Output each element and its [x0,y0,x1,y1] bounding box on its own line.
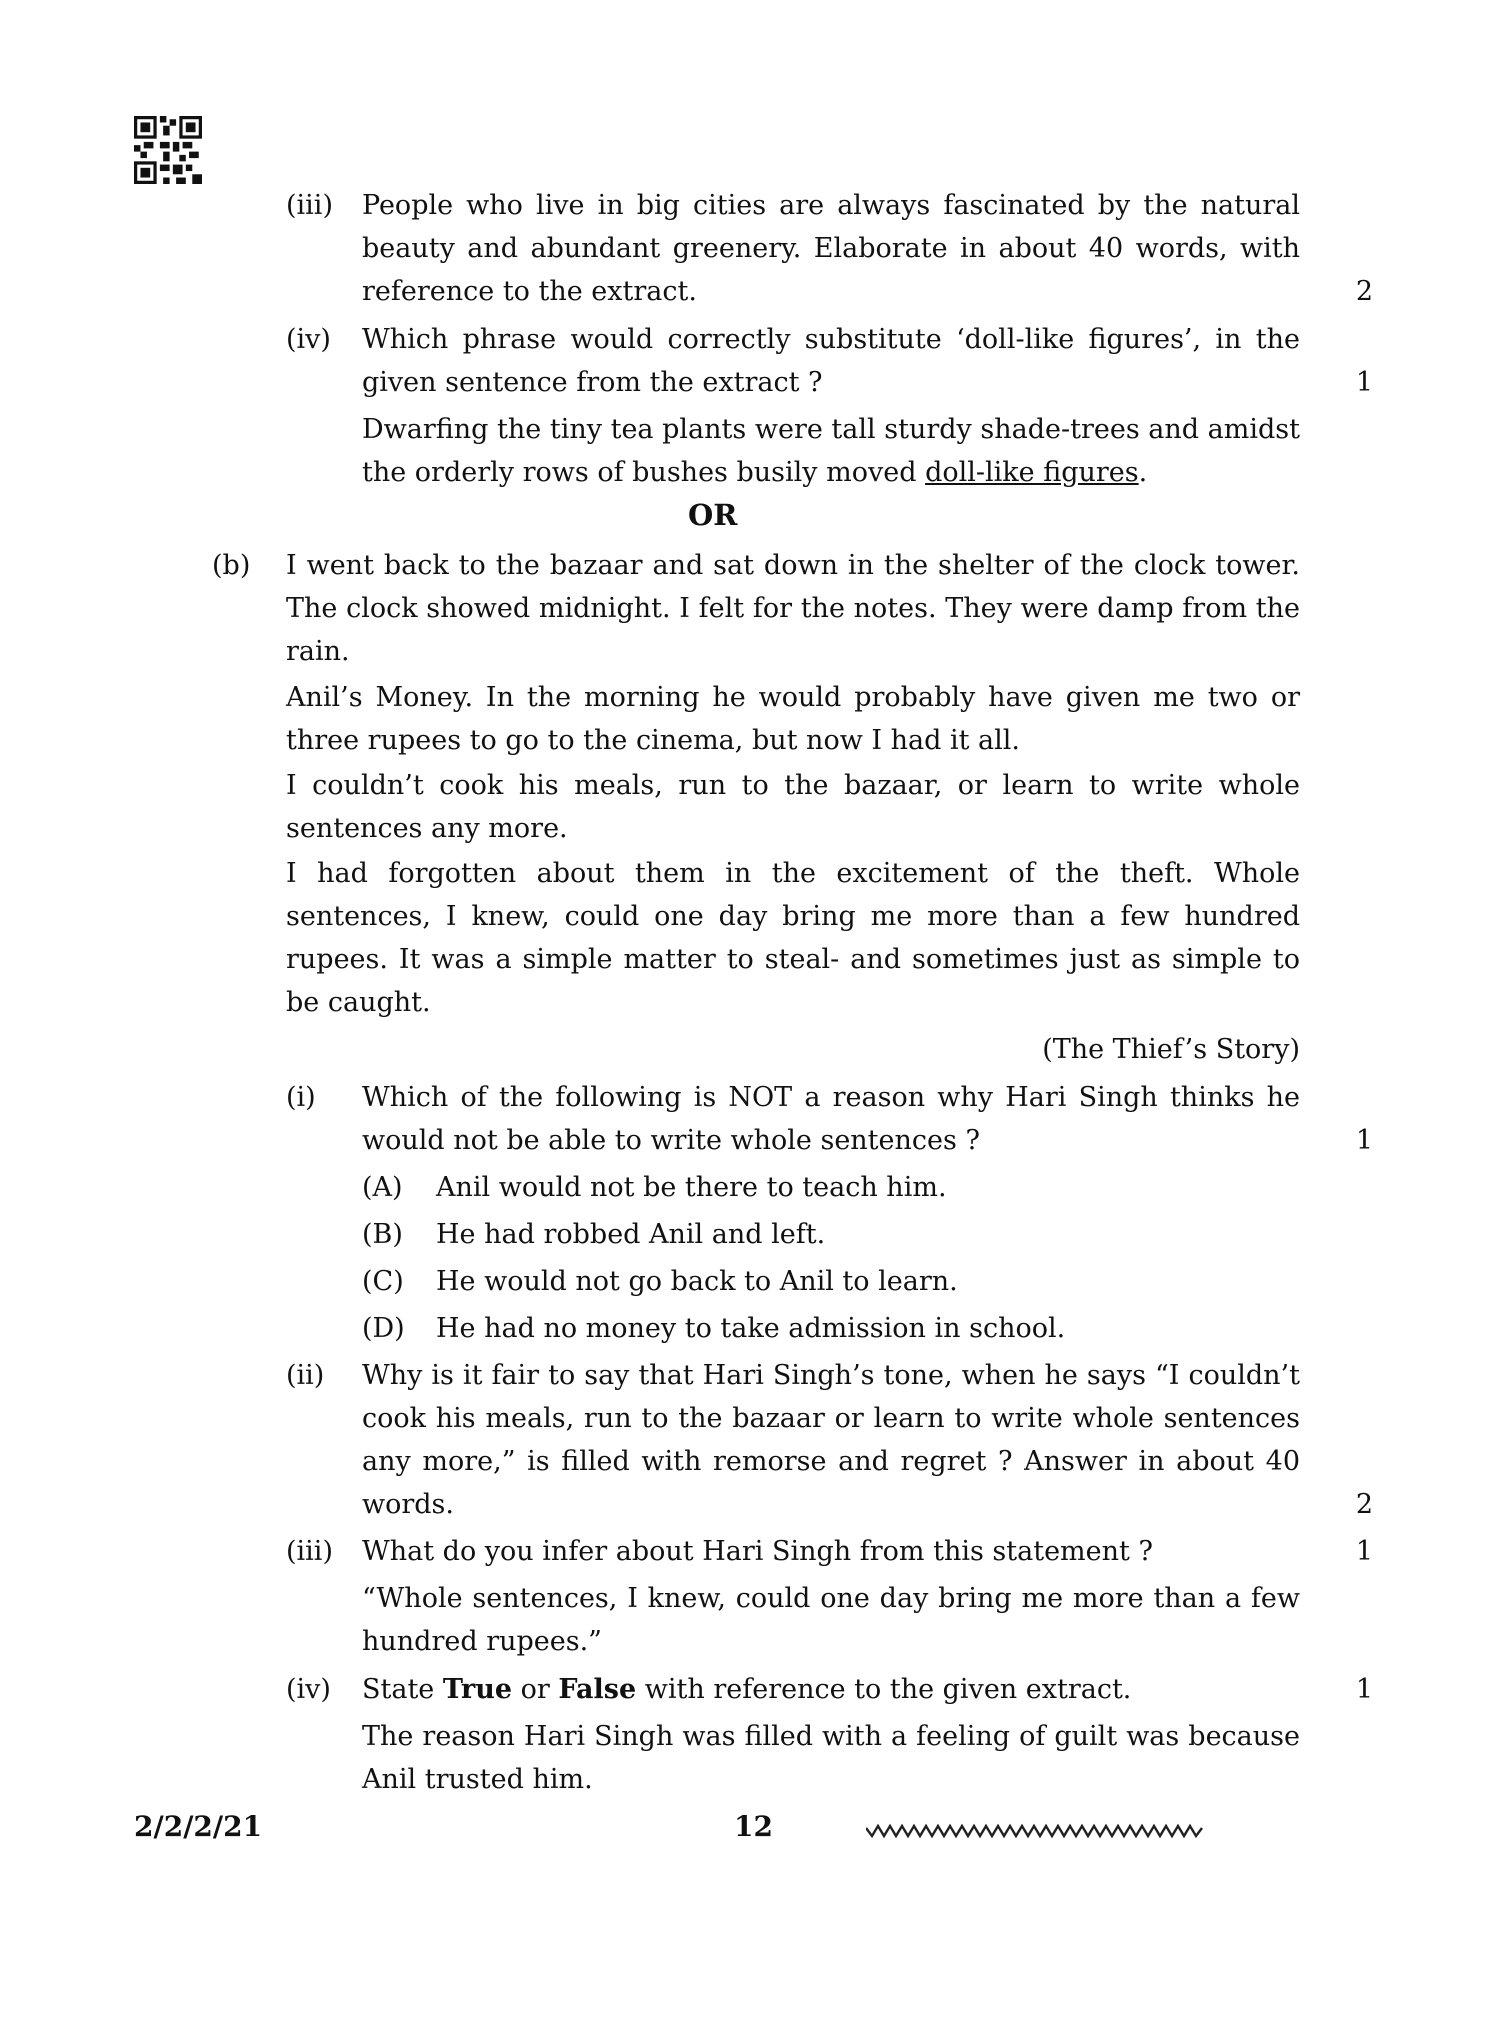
extract-paragraph: I went back to the bazaar and sat down in the shelter of the clock tower. The clock showed midnight. I felt for the notes. They were damp from the rain. [286,550,1300,667]
marks: 2 [1355,276,1373,307]
question-text: Why is it fair to say that Hari Singh’s tone, when he says “I couldn’t cook his meals, run to the bazaar or learn to write whole sentences any more,” is filled with remorse and regret ? Answer in about 40 words. [362,1360,1300,1520]
marks: 1 [1355,1125,1373,1156]
true-false-statement: The reason Hari Singh was filled with a feeling of guilt was because Anil trusted him. [362,1721,1300,1795]
underlined-phrase: doll-like figures [925,457,1139,488]
extract-paragraph: Anil’s Money. In the morning he would probably have given me two or three rupees to go to the cinema, but now I had it all. [286,682,1300,756]
question-number: (i) [286,1082,316,1113]
question-text [362,1668,1300,1711]
question-text: Which phrase would correctly substitute ‘doll-like figures’, in the given sentence from the extract ? [362,324,1300,398]
marks: 2 [1355,1489,1373,1520]
page-number: 12 [734,1810,773,1843]
extract-source: (The Thief’s Story) [1042,1034,1300,1065]
bold-true: True [442,1674,513,1705]
statement-quote: “Whole sentences, I knew, could one day bring me more than a few hundred rupees.” [362,1583,1300,1657]
wave-line-icon [866,1818,1206,1842]
marks: 1 [1355,1674,1373,1705]
question-number: (iii) [286,190,333,221]
question-number: (iv) [286,1674,331,1705]
option-label: (A) [362,1172,403,1203]
option-text: He had no money to take admission in school. [436,1313,1066,1344]
option-label: (B) [362,1219,403,1250]
text-part: or [512,1674,559,1705]
marks: 1 [1355,1536,1373,1567]
quote-end: . [1138,457,1148,488]
option-text: He would not go back to Anil to learn. [436,1266,958,1297]
part-label: (b) [212,550,251,581]
question-text: People who live in big cities are always fascinated by the natural beauty and abundant greenery. Elaborate in about 40 words, with reference to the extract. [362,190,1300,307]
qr-code-icon [134,116,202,184]
question-number: (iv) [286,324,331,355]
question-number: (ii) [286,1360,325,1391]
or-divider: OR [688,498,738,532]
extract-quote [362,408,1300,494]
text-part: with reference to the given extract. [636,1674,1132,1705]
extract-paragraph: I couldn’t cook his meals, run to the bazaar, or learn to write whole sentences any more. [286,770,1300,844]
option-label: (C) [362,1266,404,1297]
question-number: (iii) [286,1536,333,1567]
option-label: (D) [362,1313,405,1344]
paper-code: 2/2/2/21 [134,1810,263,1843]
marks: 1 [1355,367,1373,398]
quote-text: Dwarfing the tiny tea plants were tall sturdy shade-trees and amidst the orderly rows of bushes busily moved [362,414,1300,488]
option-text: He had robbed Anil and left. [436,1219,826,1250]
question-text: Which of the following is NOT a reason why Hari Singh thinks he would not be able to write whole sentences ? [362,1082,1300,1156]
bold-false: False [558,1674,637,1705]
question-text: What do you infer about Hari Singh from this statement ? [362,1536,1153,1567]
text-part: State [362,1674,443,1705]
extract-paragraph: I had forgotten about them in the excitement of the theft. Whole sentences, I knew, could one day bring me more than a few hundred rupees. It was a simple matter to steal- and sometimes just as simple to be caught. [286,858,1300,1018]
option-text: Anil would not be there to teach him. [436,1172,947,1203]
